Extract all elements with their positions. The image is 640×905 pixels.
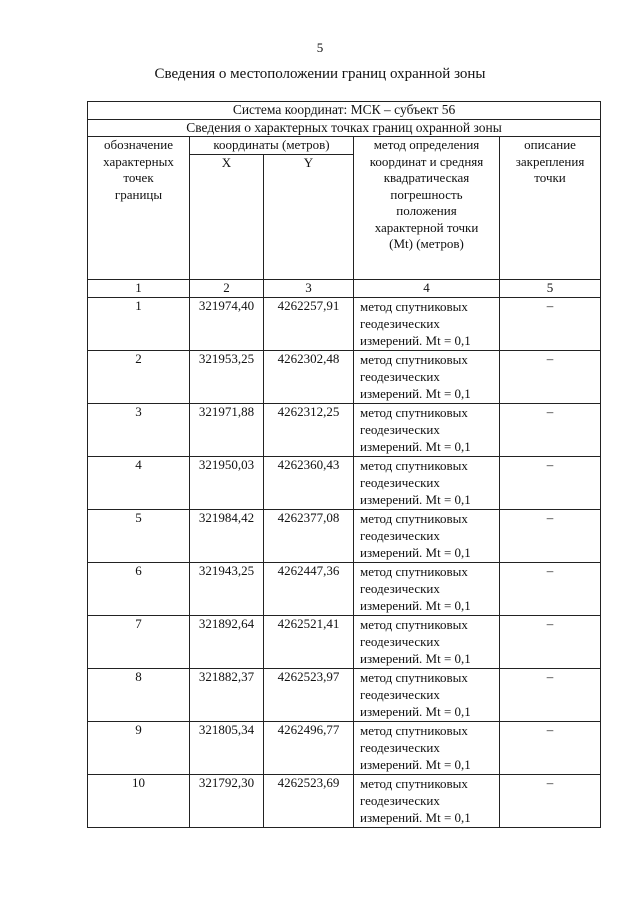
header-point-line: границы (114, 186, 163, 202)
description-cell: – (500, 721, 601, 774)
method-line: геодезических (360, 368, 440, 384)
method-line: измерений. Mt = 0,1 (360, 438, 471, 454)
header-point-line: точек (123, 170, 154, 185)
method-line: геодезических (360, 686, 440, 702)
header-description (500, 137, 601, 280)
point-number-cell: 5 (88, 509, 190, 562)
method-line: метод спутниковых (360, 616, 468, 632)
coordinate-system-row (88, 102, 601, 120)
point-number-cell: 10 (88, 774, 190, 827)
column-number: 5 (500, 280, 601, 298)
column-number: 4 (354, 280, 500, 298)
method-cell (354, 721, 500, 774)
header-method-line: погрешность (390, 186, 463, 202)
method-line: измерений. Mt = 0,1 (360, 491, 471, 507)
header-description-line: точки (534, 170, 566, 185)
point-number-cell: 6 (88, 562, 190, 615)
header-description-line: закрепления (515, 153, 585, 169)
table-row (88, 509, 601, 562)
method-cell (354, 774, 500, 827)
x-coordinate-cell: 321892,64 (190, 615, 264, 668)
boundary-points-table (87, 101, 601, 828)
method-line: метод спутниковых (360, 298, 468, 314)
y-coordinate-cell: 4262302,48 (264, 350, 354, 403)
x-coordinate-cell: 321953,25 (190, 350, 264, 403)
header-method-line: метод определения (373, 137, 480, 152)
header-method-line: координат и средняя (369, 153, 484, 169)
table-row (88, 615, 601, 668)
table-row (88, 456, 601, 509)
header-x: X (190, 155, 264, 280)
point-number-cell: 4 (88, 456, 190, 509)
description-cell: – (500, 509, 601, 562)
method-line: геодезических (360, 633, 440, 649)
description-cell: – (500, 403, 601, 456)
x-coordinate-cell: 321974,40 (190, 297, 264, 350)
header-point-line: характерных (103, 153, 174, 169)
coordinate-system-cell: Система координат: МСК – субъект 56 (88, 102, 601, 120)
y-coordinate-cell: 4262377,08 (264, 509, 354, 562)
method-cell (354, 350, 500, 403)
header-method-line: (Mt) (метров) (389, 236, 464, 251)
method-line: геодезических (360, 580, 440, 596)
table-row (88, 721, 601, 774)
method-line: измерений. Mt = 0,1 (360, 756, 471, 772)
description-cell: – (500, 456, 601, 509)
method-line: метод спутниковых (360, 351, 468, 367)
header-method-line: характерной точки (374, 219, 479, 235)
header-y: Y (264, 155, 354, 280)
method-line: геодезических (360, 421, 440, 437)
method-line: измерений. Mt = 0,1 (360, 385, 471, 401)
header-coordinates: координаты (метров) (190, 137, 354, 155)
method-cell (354, 456, 500, 509)
y-coordinate-cell: 4262523,69 (264, 774, 354, 827)
description-cell: – (500, 350, 601, 403)
method-line: измерений. Mt = 0,1 (360, 703, 471, 719)
table-caption-cell: Сведения о характерных точках границ охранной зоны (88, 119, 601, 137)
description-cell: – (500, 774, 601, 827)
method-line: метод спутниковых (360, 457, 468, 473)
method-line: метод спутниковых (360, 722, 468, 738)
header-point-line: обозначение (104, 137, 173, 152)
y-coordinate-cell: 4262360,43 (264, 456, 354, 509)
table-row (88, 297, 601, 350)
table-row (88, 668, 601, 721)
method-line: метод спутниковых (360, 510, 468, 526)
header-method-line: положения (396, 203, 457, 218)
point-number-cell: 8 (88, 668, 190, 721)
table-row (88, 350, 601, 403)
x-coordinate-cell: 321950,03 (190, 456, 264, 509)
method-line: метод спутниковых (360, 404, 468, 420)
method-line: метод спутниковых (360, 669, 468, 685)
header-point-designation (88, 137, 190, 280)
method-line: геодезических (360, 792, 440, 808)
method-line: измерений. Mt = 0,1 (360, 544, 471, 560)
x-coordinate-cell: 321943,25 (190, 562, 264, 615)
y-coordinate-cell: 4262521,41 (264, 615, 354, 668)
y-coordinate-cell: 4262447,36 (264, 562, 354, 615)
method-cell (354, 615, 500, 668)
method-line: измерений. Mt = 0,1 (360, 650, 471, 666)
y-coordinate-cell: 4262496,77 (264, 721, 354, 774)
point-number-cell: 3 (88, 403, 190, 456)
x-coordinate-cell: 321805,34 (190, 721, 264, 774)
x-coordinate-cell: 321882,37 (190, 668, 264, 721)
method-line: метод спутниковых (360, 563, 468, 579)
description-cell: – (500, 562, 601, 615)
method-cell (354, 509, 500, 562)
table-row (88, 403, 601, 456)
x-coordinate-cell: 321792,30 (190, 774, 264, 827)
point-number-cell: 1 (88, 297, 190, 350)
header-description-line: описание (524, 137, 576, 152)
description-cell: – (500, 297, 601, 350)
y-coordinate-cell: 4262257,91 (264, 297, 354, 350)
header-method (354, 137, 500, 280)
y-coordinate-cell: 4262312,25 (264, 403, 354, 456)
x-coordinate-cell: 321984,42 (190, 509, 264, 562)
method-line: геодезических (360, 739, 440, 755)
method-cell (354, 297, 500, 350)
x-coordinate-cell: 321971,88 (190, 403, 264, 456)
table-row (88, 774, 601, 827)
method-line: метод спутниковых (360, 775, 468, 791)
method-line: измерений. Mt = 0,1 (360, 332, 471, 348)
table-caption-row (88, 119, 601, 137)
method-cell (354, 668, 500, 721)
method-line: геодезических (360, 527, 440, 543)
method-line: измерений. Mt = 0,1 (360, 597, 471, 613)
document-title: Сведения о местоположении границ охранной зоны (154, 66, 486, 82)
table-row (88, 562, 601, 615)
point-number-cell: 2 (88, 350, 190, 403)
description-cell: – (500, 615, 601, 668)
method-cell (354, 403, 500, 456)
column-number: 2 (190, 280, 264, 298)
column-number: 3 (264, 280, 354, 298)
method-line: измерений. Mt = 0,1 (360, 809, 471, 825)
point-number-cell: 9 (88, 721, 190, 774)
description-cell: – (500, 668, 601, 721)
header-method-line: квадратическая (383, 170, 470, 185)
header-row (88, 137, 601, 155)
column-number: 1 (88, 280, 190, 298)
point-number-cell: 7 (88, 615, 190, 668)
page-number: 5 (316, 40, 324, 55)
y-coordinate-cell: 4262523,97 (264, 668, 354, 721)
method-cell (354, 562, 500, 615)
column-numbers-row (88, 280, 601, 298)
method-line: геодезических (360, 315, 440, 331)
method-line: геодезических (360, 474, 440, 490)
